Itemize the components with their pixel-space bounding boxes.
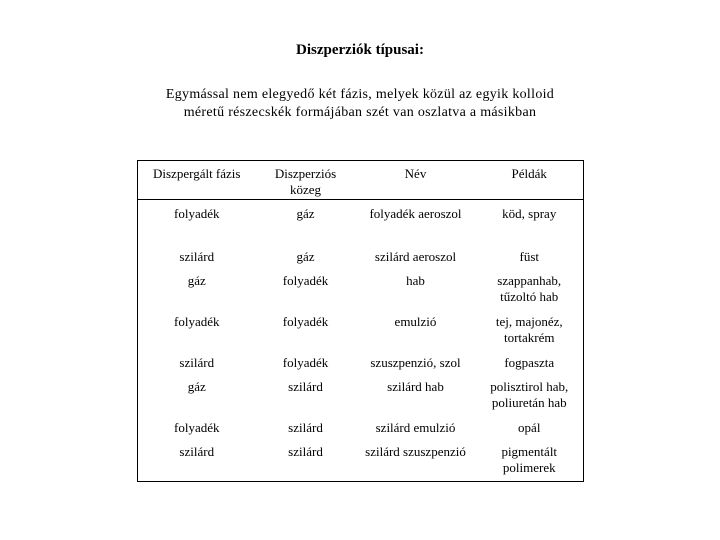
cell-name: szilárd szuszpenzió [365,444,466,459]
cell-medium: folyadék [282,355,329,370]
header-examples: Példák [476,161,584,200]
header-medium-line-2: közeg [289,182,322,197]
table-row [138,375,584,416]
table-header-row [138,161,584,200]
cell-name: szuszpenzió, szol [370,355,461,370]
cell-examples: füst [519,249,539,264]
dispersion-table [137,160,584,482]
cell-phase: folyadék [174,420,220,435]
cell-medium: folyadék [282,273,329,288]
cell-examples: opál [518,420,541,435]
header-dispersed-phase: Diszpergált fázis [138,161,256,200]
table-row [138,245,584,269]
cell-medium: szilárd [288,379,323,394]
header-dispersion-medium [256,161,356,200]
cell-examples: polisztirol hab, poliuretán hab [490,379,569,410]
table-row [138,310,584,351]
cell-name: emulzió [394,314,437,329]
cell-examples: pigmentált polimerek [501,444,558,475]
cell-medium: gáz [296,249,315,264]
table-row [138,269,584,310]
cell-examples: fogpaszta [504,355,555,370]
cell-examples: köd, spray [502,206,557,221]
table-row [138,440,584,482]
intro-line-2: méretű részecskék formájában szét van oszlatva a másikban [183,105,537,120]
intro-line-1: Egymással nem elegyedő két fázis, melyek közül az egyik kolloid [165,87,555,102]
page-title: Diszperziók típusai: [296,42,424,58]
cell-medium: gáz [296,206,315,221]
cell-medium: folyadék [282,314,329,329]
header-medium-line-1: Diszperziós [274,166,337,181]
cell-name: hab [406,273,425,288]
table-row [138,351,584,375]
cell-examples: tej, majonéz, tortakrém [495,314,563,345]
table-row [138,416,584,440]
cell-medium: szilárd [288,444,323,459]
cell-examples: szappanhab, tűzoltó hab [497,273,562,304]
cell-phase: gáz [187,379,206,394]
cell-name: szilárd emulzió [375,420,456,435]
cell-phase: szilárd [179,249,215,264]
table-row [138,200,584,246]
cell-name: folyadék aeroszol [369,206,462,221]
cell-phase: szilárd [179,444,215,459]
header-name: Név [356,161,476,200]
cell-phase: szilárd [179,355,215,370]
cell-phase: folyadék [174,314,220,329]
cell-medium: szilárd [288,420,323,435]
intro-text [100,86,620,122]
cell-phase: gáz [187,273,206,288]
cell-phase: folyadék [174,206,220,221]
cell-name: szilárd hab [387,379,444,394]
cell-name: szilárd aeroszol [374,249,457,264]
